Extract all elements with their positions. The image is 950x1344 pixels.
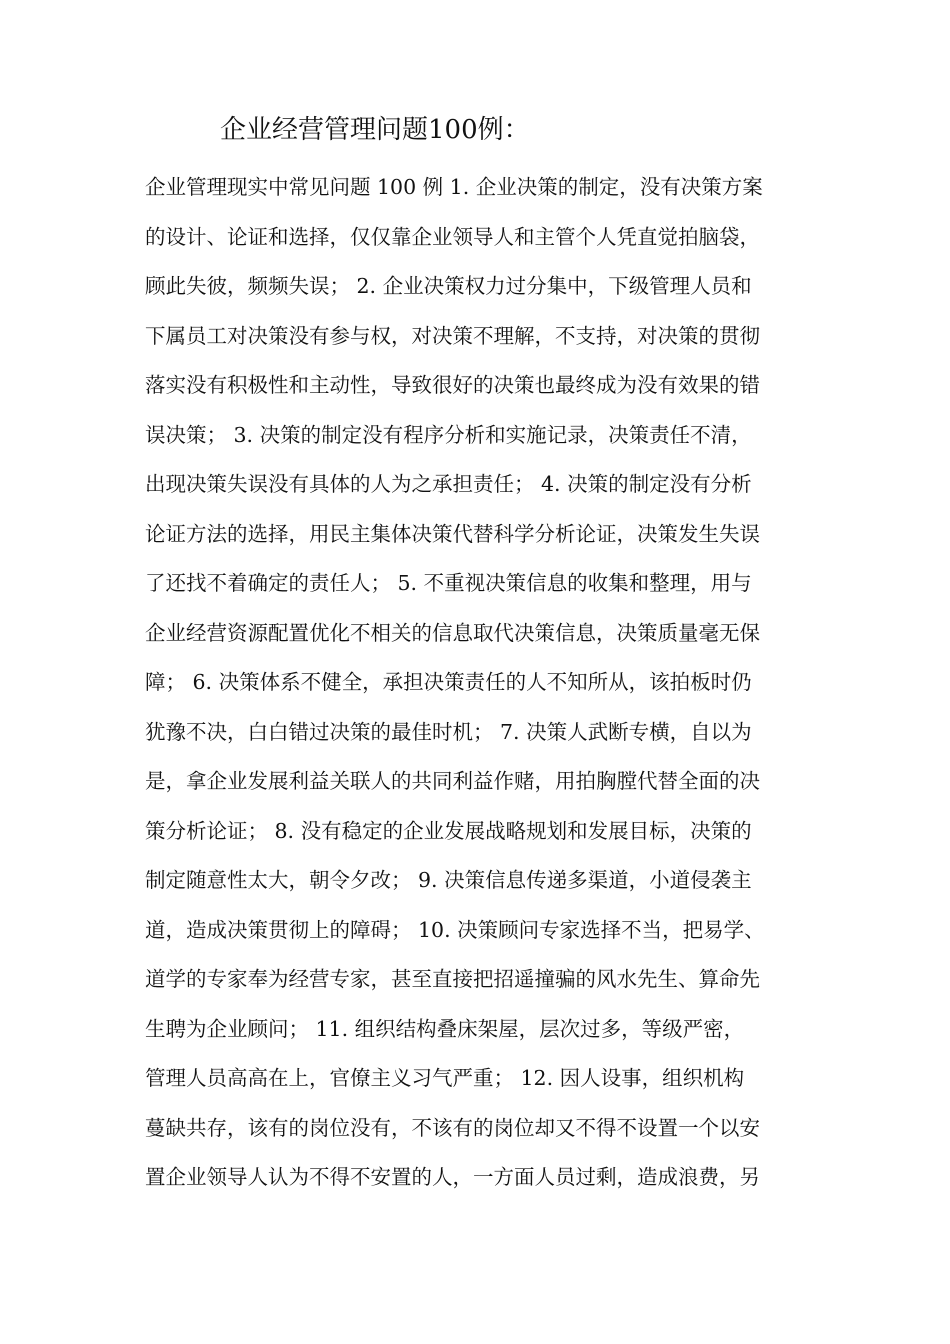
body-line: 出现决策失误没有具体的人为之承担责任； 4. 决策的制定没有分析 [145, 472, 752, 496]
body-line: 了还找不着确定的责任人； 5. 不重视决策信息的收集和整理，用与 [145, 571, 752, 595]
body-line: 道，造成决策贯彻上的障碍； 10. 决策顾问专家选择不当，把易学、 [145, 917, 765, 942]
body-line: 管理人员高高在上，官僚主义习气严重； 12. 因人设事，组织机构 [145, 1066, 745, 1090]
body-line: 道学的专家奉为经营专家，甚至直接把招遥撞骗的风水先生、算命先 [145, 967, 760, 991]
body-line: 的设计、论证和选择，仅仅靠企业领导人和主管个人凭直觉拍脑袋， [145, 224, 760, 249]
body-line: 是，拿企业发展利益关联人的共同利益作赌，用拍胸膛代替全面的决 [145, 769, 760, 793]
document-title: 企业经营管理问题100例： [220, 115, 530, 145]
body-line: 策分析论证； 8. 没有稳定的企业发展战略规划和发展目标，决策的 [145, 818, 752, 843]
body-line: 论证方法的选择，用民主集体决策代替科学分析论证，决策发生失误 [145, 521, 760, 546]
body-line: 生聘为企业顾问； 11. 组织结构叠床架屋，层次过多，等级严密， [145, 1016, 745, 1041]
body-line: 企业管理现实中常见问题 100 例 1. 企业决策的制定，没有决策方案 [145, 175, 763, 199]
body-line: 犹豫不决，白白错过决策的最佳时机； 7. 决策人武断专横，自以为 [145, 719, 752, 744]
document-body [145, 163, 825, 1203]
body-line: 蔓缺共存，该有的岗位没有，不该有的岗位却又不得不设置一个以安 [145, 1115, 760, 1140]
body-line: 落实没有积极性和主动性，导致很好的决策也最终成为没有效果的错 [145, 373, 760, 397]
body-line: 误决策； 3. 决策的制定没有程序分析和实施记录，决策责任不清， [145, 422, 752, 447]
body-line: 顾此失彼，频频失误； 2. 企业决策权力过分集中，下级管理人员和 [145, 274, 752, 298]
body-line: 障； 6. 决策体系不健全，承担决策责任的人不知所从，该拍板时仍 [145, 670, 752, 694]
body-line: 置企业领导人认为不得不安置的人，一方面人员过剩，造成浪费，另 [145, 1165, 760, 1189]
body-line: 制定随意性太大，朝令夕改； 9. 决策信息传递多渠道，小道侵袭主 [145, 868, 752, 892]
body-line: 下属员工对决策没有参与权，对决策不理解，不支持，对决策的贯彻 [145, 323, 760, 348]
body-line: 企业经营资源配置优化不相关的信息取代决策信息，决策质量毫无保 [145, 620, 760, 645]
